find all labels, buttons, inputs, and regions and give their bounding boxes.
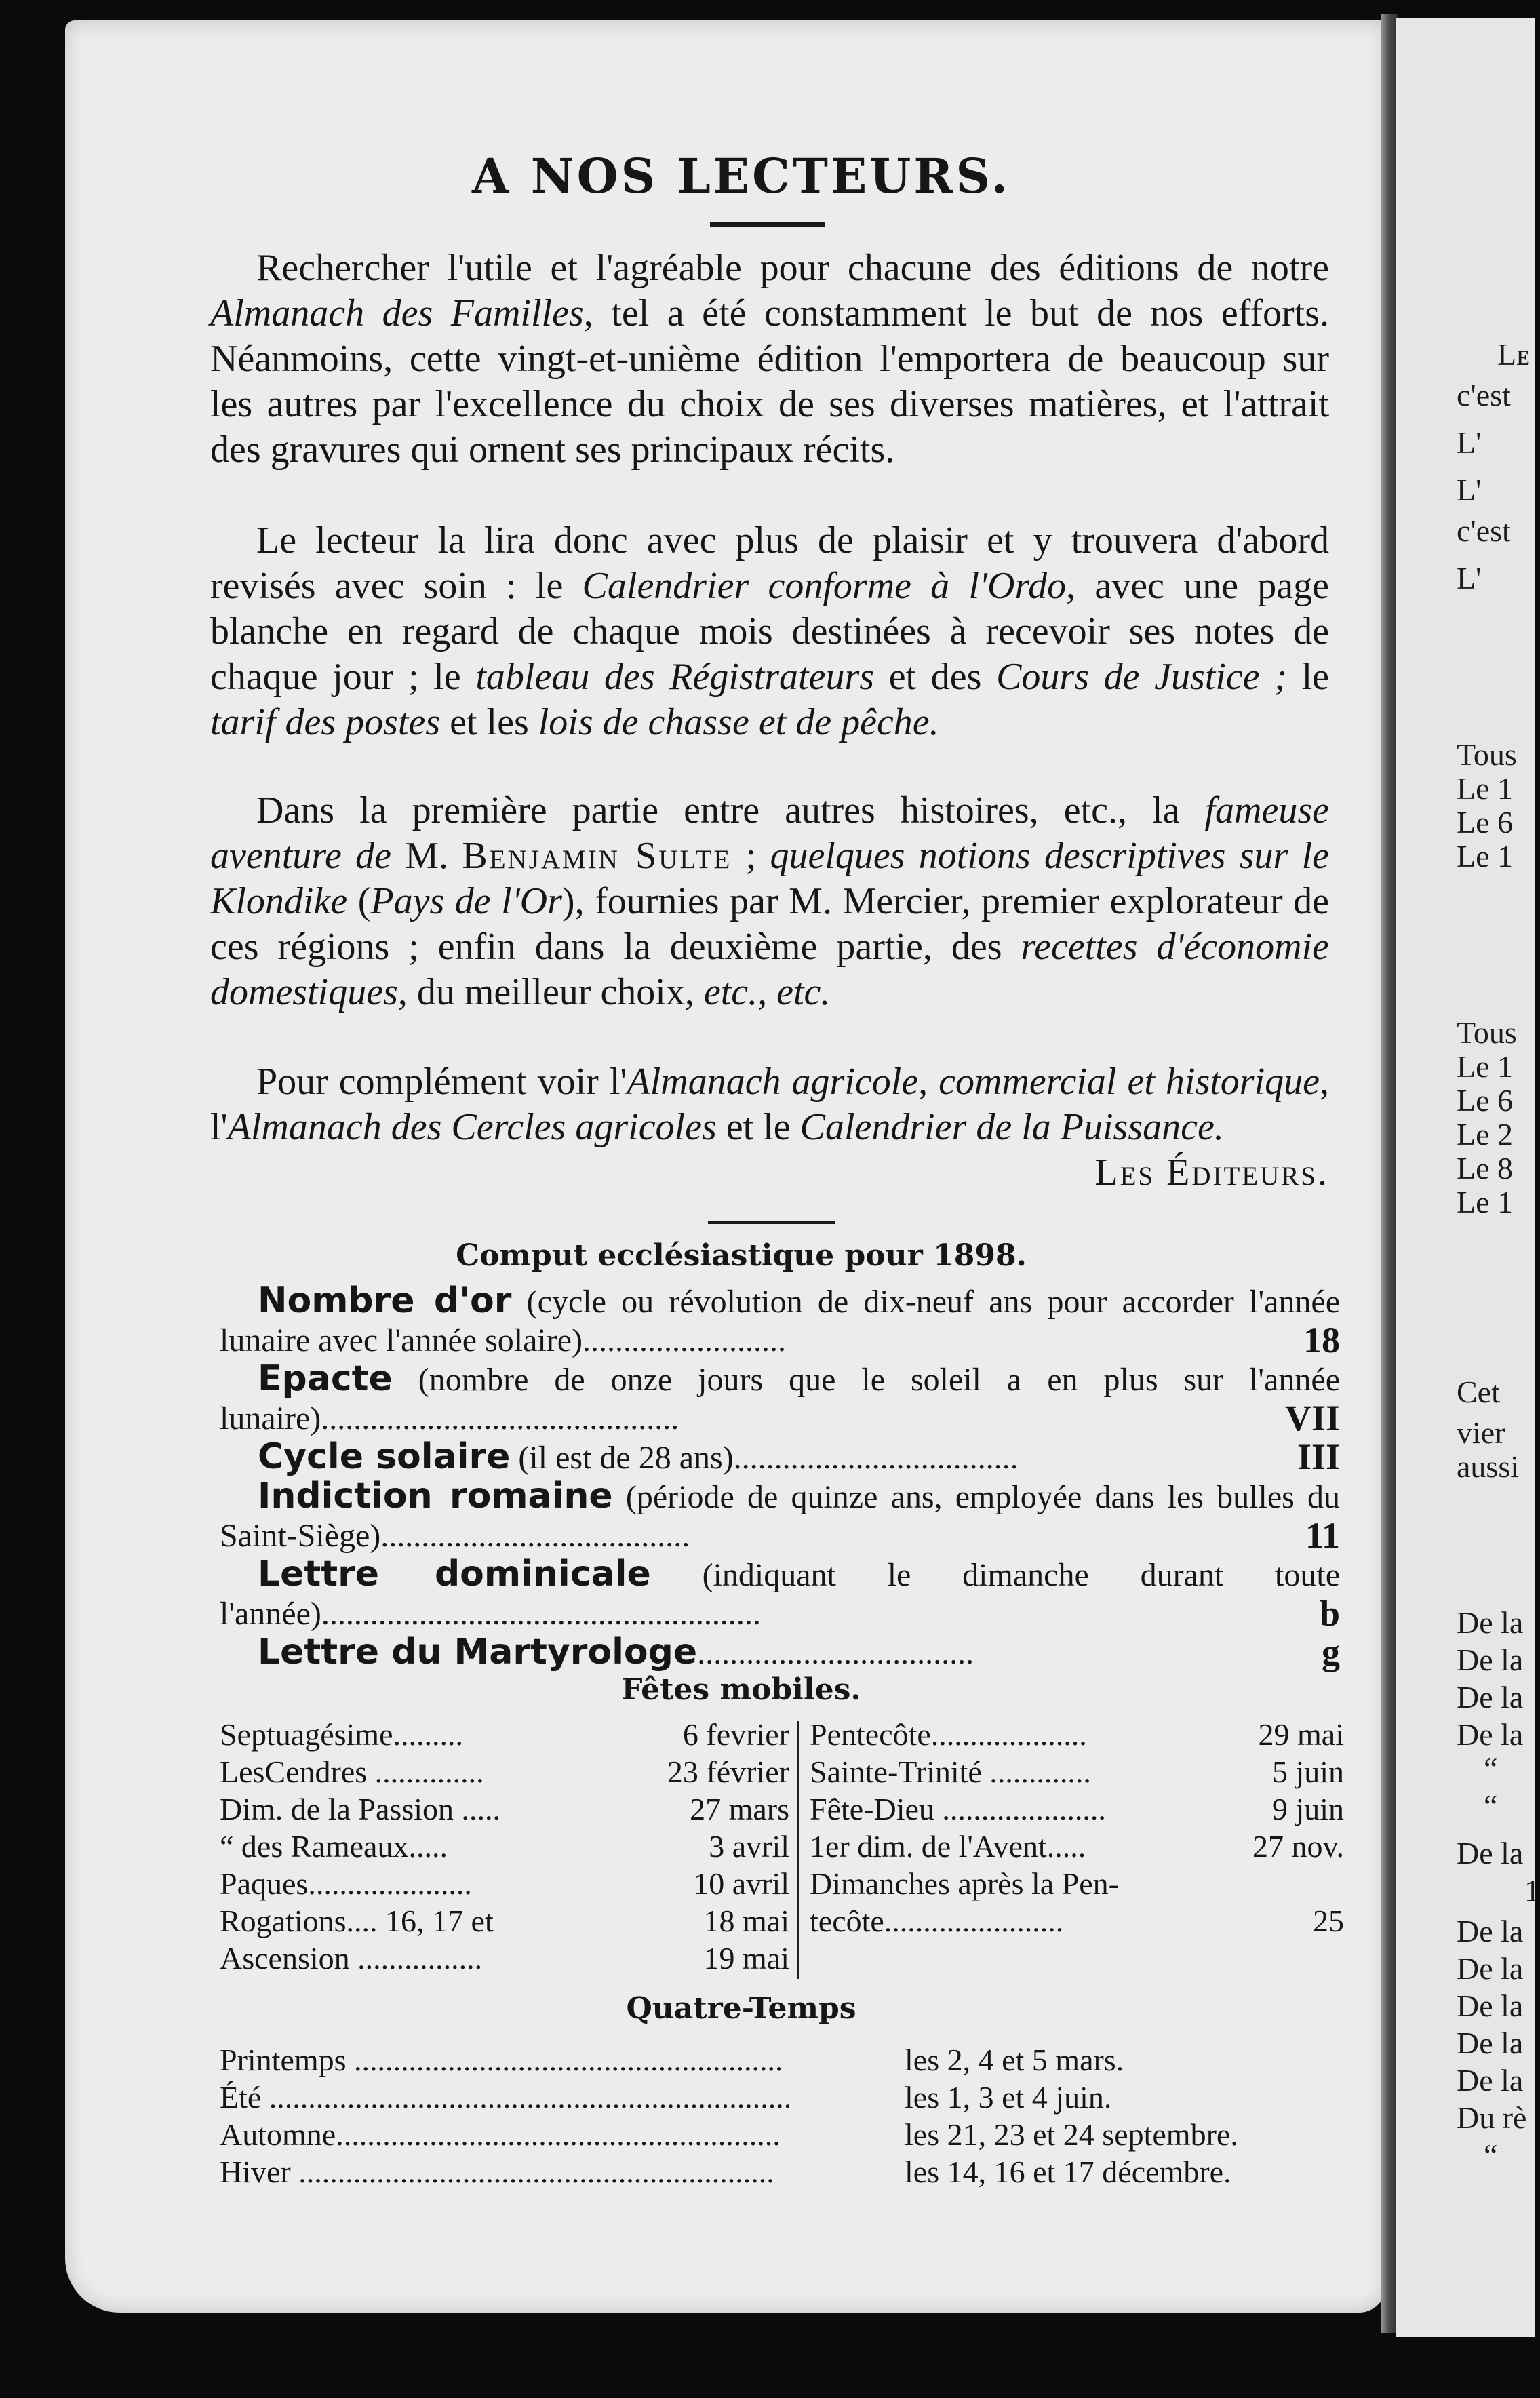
italic-run: recettes d'économie domestiques: [210, 926, 1329, 1013]
feast-row: [810, 1865, 1344, 1902]
feast-name: Été ...................................................................: [220, 2080, 792, 2115]
intro-paragraph-4: [210, 1059, 1329, 1196]
comput-title: Comput ecclésiastique pour 1898.: [456, 1238, 1027, 1273]
feast-row: [220, 1753, 789, 1790]
feast-date: 23 février: [667, 1754, 789, 1789]
feast-date: 27 mars: [690, 1792, 789, 1826]
feast-date: [1337, 1865, 1344, 1902]
italic-run: Calendrier de la Puissance.: [799, 1106, 1224, 1148]
facing-page-line: c'est: [1457, 513, 1511, 548]
feast-row: [810, 1716, 1344, 1753]
comput-label: Lettre dominicale: [258, 1554, 651, 1594]
feast-date: 27 nov.: [1252, 1829, 1344, 1864]
italic-run: fameuse aventure de: [210, 789, 1329, 877]
facing-page-line: De la: [1457, 2026, 1524, 2060]
text-run: et les: [440, 701, 538, 743]
feast-name: Rogations.... 16, 17 et: [220, 1904, 494, 1938]
text-run: , du meilleur choix,: [397, 971, 704, 1013]
facing-page-line: 1: [1524, 1873, 1540, 1908]
fetes-left-column: [220, 1716, 789, 1977]
feast-name: LesCendres ..............: [220, 1754, 484, 1789]
comput-value: 11: [1305, 1515, 1340, 1556]
facing-page-line: Le 1: [1457, 1049, 1514, 1084]
comput-description: ..................................: [697, 1635, 974, 1671]
feast-row: [220, 1828, 789, 1865]
feast-date: les 2, 4 et 5 mars.: [905, 2043, 1124, 2077]
quatre-temps-title: Quatre-Temps: [626, 1991, 856, 2026]
comput-label: Cycle solaire: [258, 1436, 511, 1477]
text-run: ;: [732, 835, 770, 877]
text-run: Pour complément voir l': [256, 1061, 627, 1103]
feast-date: les 1, 3 et 4 juin.: [905, 2080, 1112, 2115]
italic-run: Almanach agricole, commercial et historique: [627, 1061, 1320, 1103]
comput-label: Epacte: [258, 1358, 393, 1399]
italic-run: Cours de Justice ;: [996, 656, 1287, 698]
feast-name: Dimanches après la Pen-: [810, 1866, 1120, 1901]
section-rule: [708, 1221, 835, 1224]
fetes-title: Fêtes mobiles.: [621, 1672, 861, 1707]
feast-row: [220, 1940, 789, 1977]
feast-name: tecôte.......................: [810, 1904, 1064, 1938]
facing-page-line: L': [1457, 425, 1482, 460]
feast-row: [810, 1902, 1344, 1940]
feast-date: les 14, 16 et 17 décembre.: [905, 2155, 1231, 2189]
feast-row: [810, 1828, 1344, 1865]
facing-page-line: De la: [1457, 2063, 1524, 2098]
text-run: (: [347, 880, 371, 922]
comput-item: [220, 1282, 1340, 1360]
feast-name: Sainte-Trinité .............: [810, 1754, 1091, 1789]
comput-item: [220, 1438, 1340, 1477]
facing-page-line: De la: [1457, 1717, 1524, 1752]
feast-name: 1er dim. de l'Avent.....: [810, 1829, 1086, 1864]
feast-row: [810, 1753, 1344, 1790]
feast-row: [810, 1790, 1344, 1828]
italic-run: etc., etc.: [703, 971, 831, 1013]
text-run: , l': [210, 1061, 1330, 1148]
facing-page-line: Du rè: [1457, 2100, 1527, 2135]
fetes-right-column: [810, 1716, 1344, 1940]
facing-page-line: Le 1: [1457, 1185, 1514, 1219]
feast-name: Ascension ................: [220, 1941, 483, 1976]
column-divider: [797, 1721, 799, 1979]
facing-page-line: De la: [1457, 1951, 1524, 1986]
feast-date: 5 juin: [1271, 1754, 1344, 1789]
comput-item: [220, 1555, 1340, 1633]
text-run: et des: [874, 656, 997, 698]
text-run: Dans la première partie entre autres histoires, etc., la: [256, 789, 1205, 831]
feast-date: 10 avril: [693, 1866, 789, 1901]
comput-value: 18: [1303, 1320, 1340, 1360]
facing-page-line: vier: [1457, 1415, 1505, 1450]
facing-page-line: Tous: [1457, 737, 1517, 772]
feast-row: [220, 2116, 1345, 2153]
comput-item: [220, 1360, 1340, 1438]
feast-row: [220, 2079, 1345, 2116]
facing-page-line: De la: [1457, 1988, 1524, 2023]
facing-page-line: Lᴇ: [1497, 337, 1531, 372]
italic-run: quelques notions descriptives sur le Klondike: [210, 835, 1330, 922]
italic-run: tableau des Régistrateurs: [475, 656, 875, 698]
text-run: et le: [716, 1106, 800, 1148]
feast-name: “ des Rameaux.....: [220, 1829, 448, 1864]
feast-date: 25: [1313, 1904, 1344, 1938]
facing-page-line: aussi: [1457, 1449, 1519, 1484]
intro-paragraph-3: [210, 788, 1329, 1015]
feast-row: [220, 1790, 789, 1828]
feast-date: 19 mai: [703, 1941, 789, 1976]
comput-value: g: [1322, 1632, 1340, 1672]
author-name: Benjamin Sulte: [462, 835, 732, 877]
feast-name: Hiver .............................................................: [220, 2155, 774, 2189]
facing-page-line: Le 6: [1457, 1083, 1514, 1118]
feast-name: Printemps .......................................................: [220, 2043, 783, 2077]
facing-page-line: “: [1484, 1788, 1498, 1823]
editors-signature: Les Éditeurs.: [1094, 1152, 1329, 1194]
italic-run: lois de chasse et de pêche.: [538, 701, 939, 743]
feast-name: Fête-Dieu .....................: [810, 1792, 1106, 1826]
text-run: , tel a été constamment le but de nos efforts. Néanmoins, cette vingt-et-unième édition l'emportera de beaucoup sur les autres par l'excellence du choix de ses diverses matières, et l'attrait des gravures qui ornent ses principaux récits.: [210, 292, 1329, 471]
comput-description: (il est de 28 ans)...................................: [510, 1440, 1019, 1476]
facing-page-line: Le 8: [1457, 1151, 1514, 1185]
feast-name: Septuagésime.........: [220, 1717, 463, 1752]
text-run: le: [1286, 656, 1330, 698]
feast-name: Automne.........................................................: [220, 2117, 781, 2152]
comput-label: Indiction romaine: [258, 1476, 613, 1516]
comput-list: [220, 1282, 1340, 1672]
intro-paragraph-1: [210, 245, 1329, 473]
italic-run: Calendrier conforme à l'Ordo: [582, 565, 1067, 607]
feast-row: [220, 1902, 789, 1940]
italic-run: Almanach des Familles: [210, 292, 584, 334]
facing-page-line: De la: [1457, 1643, 1524, 1677]
text-run: , avec une page blanche en regard de chaque mois destinées à recevoir ses notes de chaque jour ; le: [210, 565, 1329, 698]
comput-value: b: [1319, 1593, 1340, 1634]
feast-name: Paques.....................: [220, 1866, 472, 1901]
title-rule: [710, 222, 825, 227]
comput-value: VII: [1284, 1398, 1340, 1438]
feast-name: Dim. de la Passion .....: [220, 1792, 500, 1826]
comput-label: Lettre du Martyrologe: [258, 1632, 698, 1672]
facing-page-line: “: [1484, 2138, 1498, 2172]
facing-page-line: L': [1457, 561, 1482, 595]
italic-run: tarif des postes: [210, 701, 441, 743]
feast-date: les 21, 23 et 24 septembre.: [905, 2117, 1238, 2152]
feast-date: 3 avril: [709, 1829, 789, 1864]
facing-page-line: “: [1484, 1751, 1498, 1786]
facing-page-line: Le 6: [1457, 805, 1514, 840]
feast-row: [220, 2041, 1345, 2079]
italic-run: Pays de l'Or: [370, 880, 562, 922]
comput-item: [220, 1633, 1340, 1672]
feast-date: 6 fevrier: [682, 1717, 789, 1752]
comput-label: Nombre d'or: [258, 1280, 512, 1321]
feast-date: 18 mai: [703, 1904, 789, 1938]
feast-row: [220, 2153, 1345, 2190]
feast-date: 9 juin: [1271, 1792, 1344, 1826]
facing-page-line: De la: [1457, 1605, 1524, 1640]
facing-page-line: Le 2: [1457, 1117, 1514, 1152]
facing-page-line: Le 1: [1457, 771, 1514, 806]
facing-page-line: De la: [1457, 1836, 1524, 1870]
comput-description: (période de quinze ans, employée dans les bulles du Saint-Siège)......................................: [220, 1479, 1340, 1554]
facing-page-line: L': [1457, 473, 1482, 507]
comput-description: (cycle ou révolution de dix-neuf ans pour accorder l'année lunaire avec l'année solaire).........................: [220, 1284, 1341, 1358]
feast-name: Pentecôte....................: [810, 1717, 1087, 1752]
italic-run: Almanach des Cercles agricoles: [227, 1106, 717, 1148]
comput-description: (indiquant le dimanche durant toute l'année)......................................................: [220, 1557, 1341, 1632]
facing-page-line: De la: [1457, 1680, 1524, 1714]
comput-value: III: [1297, 1436, 1340, 1477]
facing-page-fragment: [1396, 18, 1540, 2337]
comput-description: (nombre de onze jours que le soleil a en plus sur l'année lunaire)............................................: [220, 1362, 1340, 1436]
page-title: A NOS LECTEURS.: [472, 148, 1010, 204]
text-run: M.: [391, 835, 462, 877]
feast-row: [220, 1865, 789, 1902]
comput-item: [220, 1477, 1340, 1555]
feast-row: [220, 1716, 789, 1753]
facing-page-line: c'est: [1457, 378, 1511, 412]
facing-page-line: De la: [1457, 1914, 1524, 1948]
text-run: ), fournies par M. Mercier, premier explorateur de ces régions ; enfin dans la deuxième partie, des: [210, 880, 1330, 968]
quatre-temps-table: [220, 2041, 1345, 2190]
text-run: Rechercher l'utile et l'agréable pour chacune des éditions de notre: [256, 247, 1329, 289]
facing-page-line: Le 1: [1457, 839, 1514, 873]
intro-paragraph-2: [210, 518, 1329, 745]
feast-date: 29 mai: [1258, 1717, 1344, 1752]
facing-page-line: Cet: [1457, 1375, 1500, 1409]
fetes-table: [220, 1716, 1345, 1980]
facing-page-line: Tous: [1457, 1015, 1517, 1050]
text-run: Le lecteur la lira donc avec plus de plaisir et y trouvera d'abord revisés avec soin : le: [210, 519, 1329, 607]
